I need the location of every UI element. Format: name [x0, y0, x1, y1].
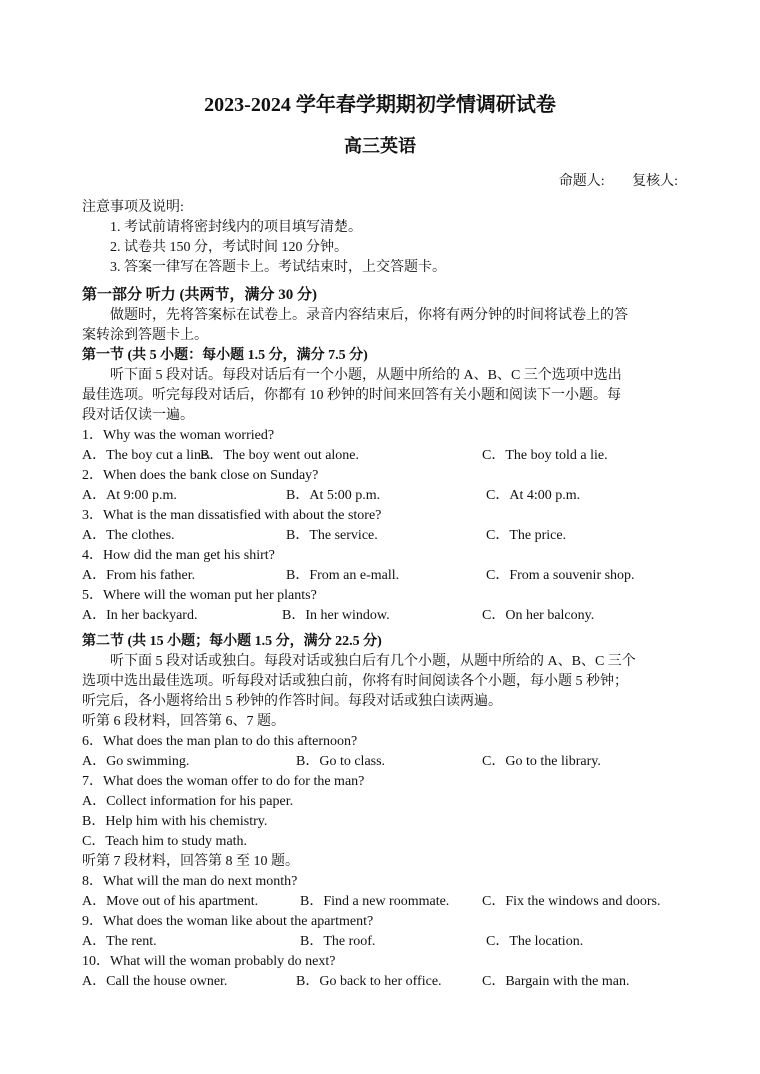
options-9 [82, 932, 680, 952]
option-c: C．From a souvenir shop. [486, 568, 635, 583]
note-item: 1. 考试前请将密封线内的项目填写清楚。 [110, 220, 362, 235]
section1-heading: 第一节 (共 5 小题：每小题 1.5 分，满分 7.5 分) [82, 348, 368, 363]
option-a: A．Go swimming. [82, 754, 190, 769]
exam-content [82, 198, 680, 992]
part1-instructions-line: 案转涂到答题卡上。 [82, 328, 208, 343]
option-c: C．Fix the windows and doors. [482, 894, 661, 909]
question-5: 5．Where will the woman put her plants? [82, 588, 317, 603]
section2-instructions-line: 听完后，各小题将给出 5 秒钟的作答时间。每段对话或独白读两遍。 [82, 694, 502, 709]
section2-heading: 第二节 (共 15 小题；每小题 1.5 分，满分 22.5 分) [82, 634, 382, 649]
exam-title: 2023-2024 学年春学期期初学情调研试卷 [204, 94, 556, 116]
question-8: 8．What will the man do next month? [82, 874, 298, 889]
option-b: B．The roof. [300, 934, 376, 949]
section2-instructions-line: 选项中选出最佳选项。听每段对话或独白前，你将有时间阅读各个小题，每小题 5 秒钟； [82, 674, 628, 689]
option-b: B．Help him with his chemistry. [82, 814, 268, 829]
options-1 [82, 446, 680, 466]
part1-instructions-line: 做题时，先将答案标在试卷上。录音内容结束后，你将有两分钟的时间将试卷上的答 [110, 308, 628, 323]
option-a: A．Call the house owner. [82, 974, 228, 989]
options-4 [82, 566, 680, 586]
option-a: A．From his father. [82, 568, 196, 583]
option-c: C．Teach him to study math. [82, 834, 248, 849]
option-b: B．The boy went out alone. [200, 448, 360, 463]
option-c: C．The price. [486, 528, 567, 543]
question-10: 10．What will the woman probably do next? [82, 954, 336, 969]
note-item: 2. 试卷共 150 分，考试时间 120 分钟。 [110, 240, 348, 255]
material-6-note: 听第 6 段材料，回答第 6、7 题。 [82, 714, 285, 729]
option-b: B．At 5:00 p.m. [286, 488, 381, 503]
option-b: B．From an e-mall. [286, 568, 400, 583]
notes-heading: 注意事项及说明: [82, 200, 184, 215]
option-a: A．The rent. [82, 934, 157, 949]
option-a: A．Move out of his apartment. [82, 894, 259, 909]
exam-subject: 高三英语 [344, 136, 416, 156]
option-c: C．On her balcony. [482, 608, 595, 623]
option-a: A．Collect information for his paper. [82, 794, 294, 809]
section1-instructions-line: 段对话仅读一遍。 [82, 408, 194, 423]
option-b: B．Find a new roommate. [300, 894, 450, 909]
question-6: 6．What does the man plan to do this afternoon? [82, 734, 358, 749]
options-3 [82, 526, 680, 546]
options-10 [82, 972, 680, 992]
options-5 [82, 606, 680, 626]
option-c: C．At 4:00 p.m. [486, 488, 581, 503]
question-1: 1．Why was the woman worried? [82, 428, 275, 443]
question-2: 2．When does the bank close on Sunday? [82, 468, 319, 483]
options-2 [82, 486, 680, 506]
proposer-label: 命题人: [558, 174, 605, 189]
option-c: C．The boy told a lie. [482, 448, 608, 463]
option-c: C．Go to the library. [482, 754, 601, 769]
question-4: 4．How did the man get his shirt? [82, 548, 275, 563]
section1-instructions-line: 听下面 5 段对话。每段对话后有一个小题，从题中所给的 A、B、C 三个选项中选出 [110, 368, 622, 383]
options-6 [82, 752, 680, 772]
part1-heading: 第一部分 听力 (共两节，满分 30 分) [82, 287, 317, 303]
option-b: B．Go back to her office. [296, 974, 442, 989]
section1-instructions-line: 最佳选项。听完每段对话后，你都有 10 秒钟的时间来回答有关小题和阅读下一小题。每 [82, 388, 621, 403]
reviewer-label: 复核人: [632, 174, 678, 189]
material-7-note: 听第 7 段材料，回答第 8 至 10 题。 [82, 854, 299, 869]
note-item: 3. 答案一律写在答题卡上。考试结束时，上交答题卡。 [110, 260, 446, 275]
question-9: 9．What does the woman like about the apartment? [82, 914, 374, 929]
option-a: A．The boy cut a line. [82, 448, 211, 463]
option-b: B．The service. [286, 528, 378, 543]
option-b: B．In her window. [282, 608, 390, 623]
question-7: 7．What does the woman offer to do for the man? [82, 774, 365, 789]
options-8 [82, 892, 680, 912]
section2-instructions-line: 听下面 5 段对话或独白。每段对话或独白后有几个小题，从题中所给的 A、B、C 三个 [110, 654, 636, 669]
option-a: A．The clothes. [82, 528, 175, 543]
option-b: B．Go to class. [296, 754, 386, 769]
option-c: C．The location. [486, 934, 584, 949]
authors-line [535, 170, 678, 190]
option-a: A．In her backyard. [82, 608, 198, 623]
option-c: C．Bargain with the man. [482, 974, 630, 989]
option-a: A．At 9:00 p.m. [82, 488, 177, 503]
question-3: 3．What is the man dissatisfied with about the store? [82, 508, 382, 523]
